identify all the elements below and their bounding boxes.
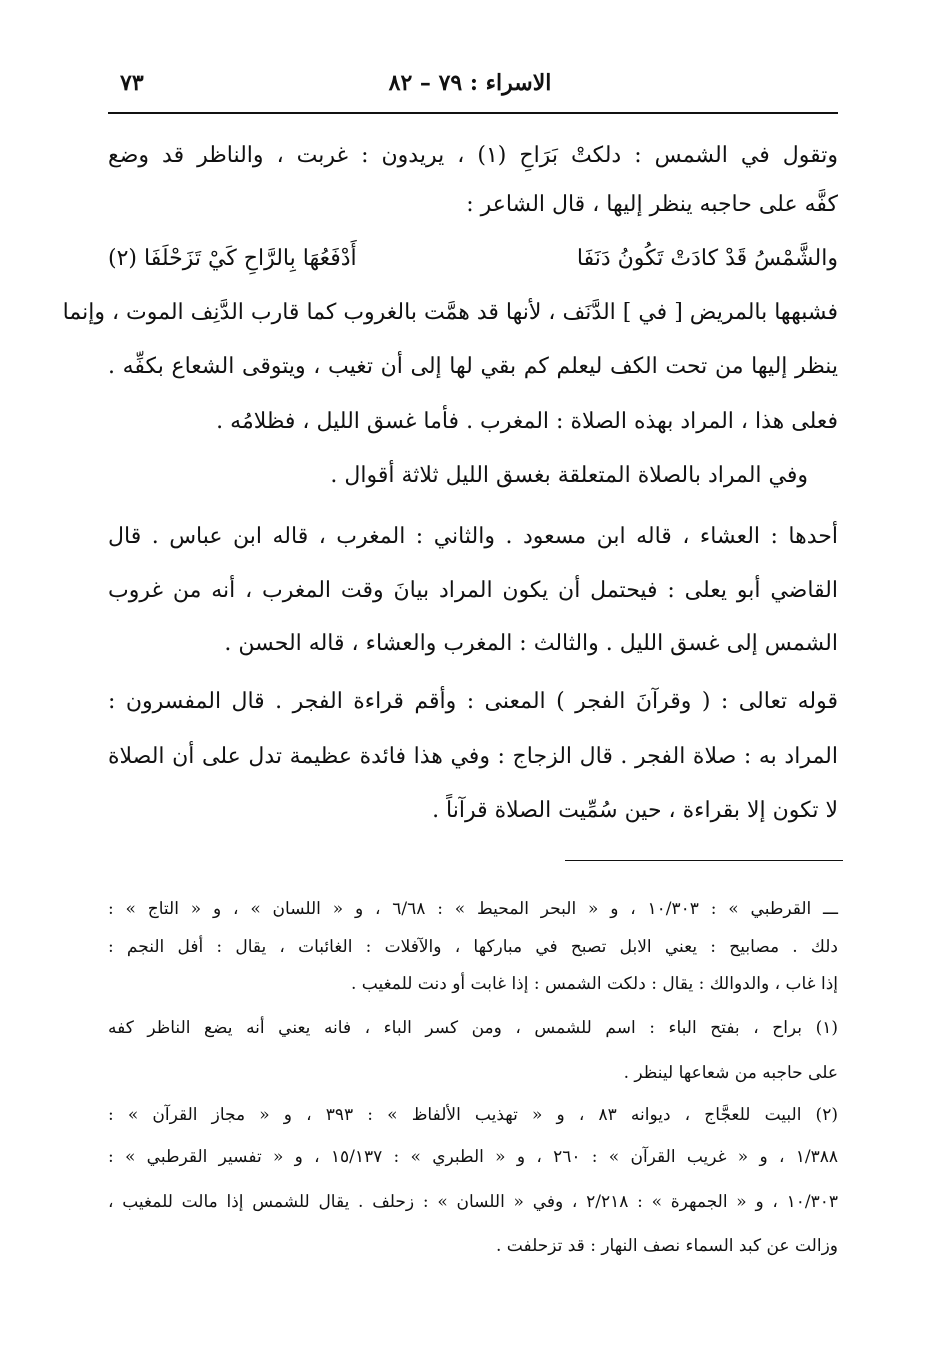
verse-hemistich-2: أَدْفَعُهَا بِالرَّاحِ كَيْ تَزَحْلَفَا (٢) bbox=[108, 246, 357, 271]
body-line: لا تكون إلا بقراءة ، حين سُمِّيت الصلاة قرآناً . bbox=[432, 798, 838, 823]
footnote-text-2: ١٠/٣٠٣ ، و « الجمهرة » : ٢/٢١٨ ، وفي « اللسان » : زحلف . يقال للشمس إذا مالت للمغيب ، bbox=[108, 1192, 838, 1212]
body-line: كفَّه على حاجبه ينظر إليها ، قال الشاعر : bbox=[466, 192, 838, 217]
body-line: وفي المراد بالصلاة المتعلقة بغسق الليل ثلاثة أقوال . bbox=[330, 463, 808, 488]
verse-hemistich-1: والشَّمْسُ قَدْ كادَتْ تَكُونُ دَنَفَا bbox=[576, 246, 838, 271]
body-line: فشبهها بالمريض [ في ] الدَّنَف ، لأنها قد همَّت بالغروب كما قارب الدَّنِف الموت ، وإنما bbox=[62, 300, 838, 325]
body-line: القاضي أبو يعلى : فيحتمل أن يكون المراد بيانَ وقت المغرب ، أنه من غروب bbox=[108, 578, 838, 603]
body-line: أحدها : العشاء ، قاله ابن مسعود . والثاني : المغرب ، قاله ابن عباس . قال bbox=[108, 524, 838, 549]
footnote-text-2: وزالت عن كبد السماء نصف النهار : قد تزحلفت . bbox=[495, 1236, 838, 1256]
body-line: وتقول في الشمس : دلكتْ بَرَاحِ (١) ، يريدون : غربت ، والناظر قد وضع bbox=[108, 143, 838, 168]
footnote-text-1: على حاجبه من شعاعها لينظر . bbox=[623, 1063, 838, 1083]
body-line: فعلى هذا ، المراد بهذه الصلاة : المغرب . فأما غسق الليل ، فظلامُه . bbox=[216, 409, 838, 434]
footnote-text-1: (١) براح ، بفتح الباء : اسم للشمس ، ومن كسر الباء ، فانه يعني أنه يضع الناظر كفه bbox=[108, 1018, 838, 1038]
body-line: الشمس إلى غسق الليل . والثالث : المغرب والعشاء ، قاله الحسن . bbox=[224, 631, 838, 656]
footnote-text-2: (٢) البيت للعجَّاج ، ديوانه ٨٣ ، و « تهذيب الألفاظ » : ٣٩٣ ، و « مجاز القرآن » : bbox=[108, 1105, 838, 1125]
body-line: المراد به : صلاة الفجر . قال الزجاج : وفي هذا فائدة عظيمة تدل على أن الصلاة bbox=[108, 744, 838, 769]
body-line: قوله تعالى : ( وقرآنَ الفجر ) المعنى : وأقم قراءة الفجر . قال المفسرون : bbox=[108, 689, 838, 714]
running-header-title: الاسراء : ٧٩ – ٨٢ bbox=[388, 70, 552, 96]
footnote-line: ـــ القرطبي » : ١٠/٣٠٣ ، و « البحر المحيط » : ٦/٦٨ ، و « اللسان » ، و « التاج » : bbox=[108, 899, 838, 919]
header-rule bbox=[108, 112, 838, 114]
footnote-line: إذا غاب ، والدوالك : يقال : دلكت الشمس : إذا غابت أو دنت للمغيب . bbox=[350, 974, 838, 994]
page-number: ٧٣ bbox=[120, 70, 144, 96]
body-line: ينظر إليها من تحت الكف ليعلم كم بقي لها إلى أن تغيب ، ويتوقى الشعاع بكفِّه . bbox=[108, 354, 838, 379]
footnote-rule bbox=[565, 860, 843, 861]
footnote-text-2: ١/٣٨٨ ، و « غريب القرآن » : ٢٦٠ ، و « الطبري » : ١٥/١٣٧ ، و « تفسير القرطبي » : bbox=[108, 1147, 838, 1167]
footnote-line: دلك . مصابيح : يعني الابل تصبح في مباركها ، والآفلات : الغائبات ، يقال : أفل النجم : bbox=[108, 937, 838, 957]
